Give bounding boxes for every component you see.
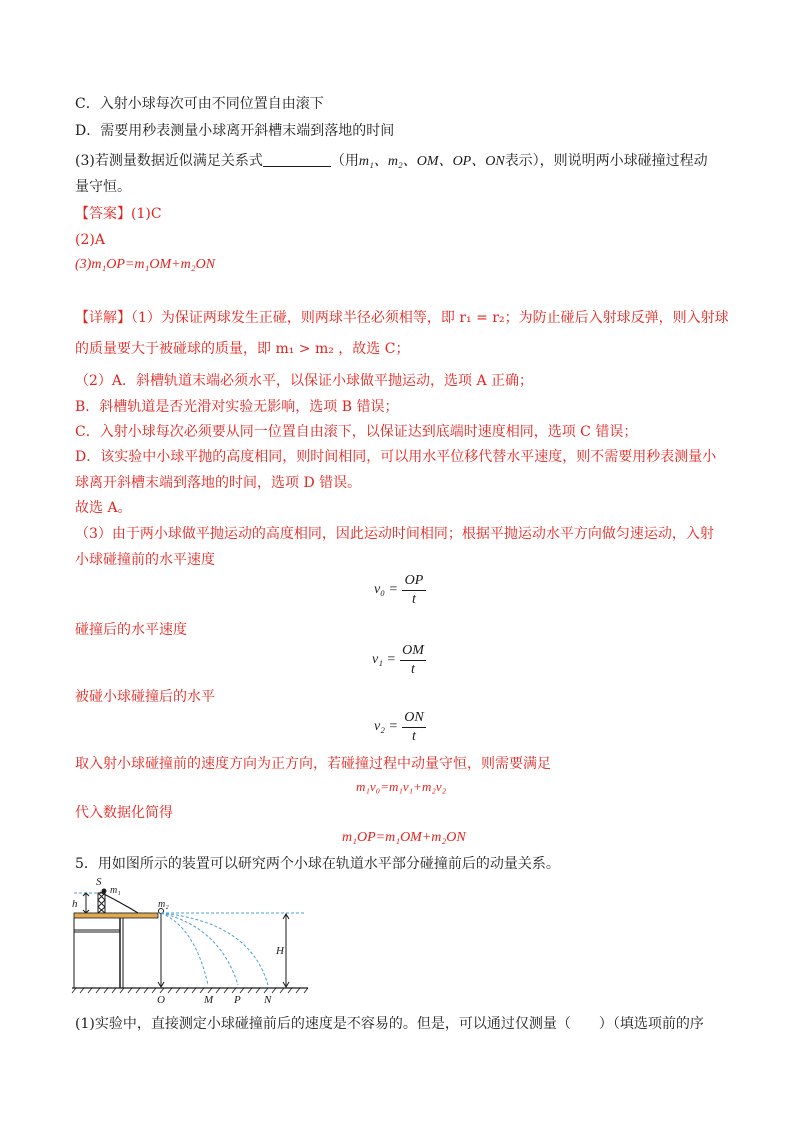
- question-5-part-1: (1)实验中，直接测定小球碰撞前后的速度是不容易的。但是，可以通过仅测量（ ）（填选项前的序: [75, 1016, 704, 1032]
- detail-line-2: 的质量要大于被碰球的质量，即 m₁ > m₂ ，故选 C；: [75, 341, 410, 357]
- fraction-bar: [400, 660, 426, 661]
- detail-line-1: [75, 308, 729, 328]
- question-5-title: 5．用如图所示的装置可以研究两个小球在轨道水平部分碰撞前后的动量关系。: [75, 856, 560, 872]
- question-3: [75, 151, 708, 172]
- option-c: C．入射小球每次可由不同位置自由滚下: [75, 96, 324, 112]
- q3-prefix: (3)若测量数据近似满足关系式: [75, 153, 263, 169]
- detail-line-8: 故选 A。: [75, 500, 132, 516]
- answer-blank: [263, 152, 331, 167]
- experiment-diagram: [70, 872, 320, 1007]
- label-m2: m₂: [158, 899, 169, 910]
- label-h: h: [72, 898, 78, 910]
- formula-v2-den: t: [412, 729, 416, 744]
- detail-line-7: 球离开斜槽末端到落地的时间，选项 D 错误。: [75, 475, 362, 491]
- equation-result: m₁OP=m₁OM+m₂ON: [342, 830, 466, 845]
- fraction-bar: [402, 727, 426, 728]
- answer-1: (1)C: [131, 206, 162, 222]
- q3-suffix: 表示），则说明两小球碰撞过程动: [504, 153, 708, 169]
- answer-3: (3)m₁OP=m₁OM+m₂ON: [75, 257, 216, 272]
- question-3-line2: 量守恒。: [75, 179, 131, 195]
- detail-line-11: 碰撞后的水平速度: [75, 622, 187, 638]
- q3-paren: （用: [330, 153, 359, 169]
- formula-v2-lhs: v₂ =: [373, 719, 398, 734]
- label-o: O: [157, 994, 165, 1006]
- detail-line-3: （2）A．斜槽轨道末端必须水平，以保证小球做平抛运动，选项 A 正确；: [75, 373, 534, 389]
- detail-line-14: 代入数据化简得: [75, 805, 173, 821]
- formula-v1-den: t: [411, 662, 415, 677]
- detail-line-9: （3）由于两小球做平抛运动的高度相同，因此运动时间相同；根据平抛运动水平方向做匀速运动，入射: [75, 526, 714, 542]
- option-d: D．需要用秒表测量小球离开斜槽末端到落地的时间: [75, 123, 395, 139]
- formula-v1-lhs: v₁ =: [371, 652, 396, 667]
- q3-vars: m₁、m₂、OM、OP、ON: [358, 154, 505, 169]
- equation-momentum: m₁v₀=m₁v₁+m₂v₂: [356, 779, 447, 794]
- detail-line-13: 取入射小球碰撞前的速度方向为正方向，若碰撞过程中动量守恒，则需要满足: [75, 756, 551, 772]
- answer-line-1: [75, 204, 162, 224]
- label-s: S: [96, 876, 102, 888]
- detail-line-4: B．斜槽轨道是否光滑对实验无影响，选项 B 错误；: [75, 399, 399, 415]
- label-m: M: [204, 994, 214, 1006]
- formula-v1: [371, 643, 426, 678]
- formula-v2: [373, 710, 426, 745]
- detail-text-1: （1）为保证两球发生正碰，则两球半径必须相等，即 r₁ = r₂；为防止碰后入射球反弹，则入射球: [131, 310, 729, 326]
- label-H: H: [276, 945, 284, 957]
- label-p: P: [234, 994, 241, 1006]
- label-m1: m₁: [110, 885, 121, 896]
- answer-2: (2)A: [75, 232, 105, 248]
- formula-v0-num: OP: [404, 573, 424, 588]
- formula-v2-num: ON: [404, 710, 424, 725]
- answer-label: 【答案】: [75, 206, 131, 222]
- detail-line-6: D．该实验中小球平抛的高度相同，则时间相同，可以用水平位移代替水平速度，则不需要用秒表测量小: [75, 449, 717, 465]
- detail-line-12: 被碰小球碰撞后的水平: [75, 689, 215, 705]
- formula-v1-num: OM: [402, 643, 424, 658]
- formula-v0: [373, 573, 426, 608]
- fraction-bar: [402, 590, 426, 591]
- detail-line-5: C．入射小球每次必须要从同一位置自由滚下，以保证达到底端时速度相同，选项 C 错误；: [75, 424, 638, 440]
- formula-v0-lhs: v₀ =: [373, 582, 398, 597]
- formula-v0-den: t: [412, 592, 416, 607]
- label-n: N: [264, 994, 272, 1006]
- detail-line-10: 小球碰撞前的水平速度: [75, 552, 215, 568]
- detail-label: 【详解】: [75, 310, 131, 326]
